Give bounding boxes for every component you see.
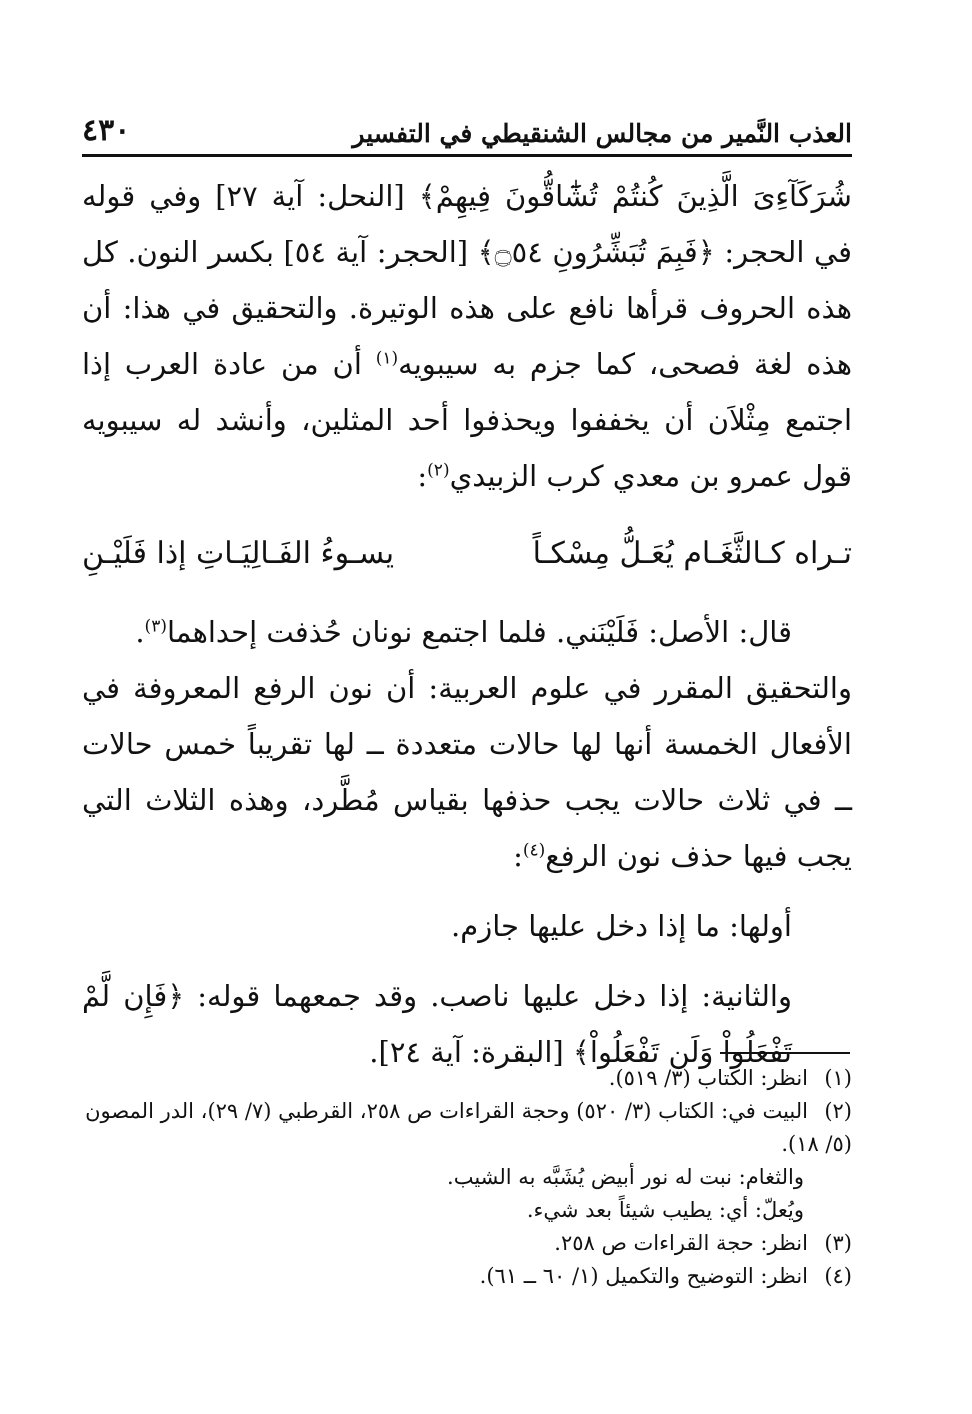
paragraph-1-text-cont: أن من عادة العرب إذا اجتمع مِثْلاَن أن يخففوا ويحذفوا أحد المثلين، وأنشد له سيبويه قول عمرو بن معدي كرب الزبيدي bbox=[82, 347, 852, 493]
spacer bbox=[82, 954, 852, 968]
footnote-text: البيت في: الكتاب (٣/ ٥٢٠) وحجة القراءات ص ٢٥٨، القرطبي (٧/ ٢٩)، الدر المصون (٥/ ١٨). bbox=[85, 1099, 852, 1156]
paragraph-2 bbox=[82, 604, 852, 660]
page-number: ٤٣٠ bbox=[82, 113, 131, 148]
spacer bbox=[82, 884, 852, 898]
paragraph-3 bbox=[82, 660, 852, 884]
footnote-ref-3[interactable]: (٣) bbox=[144, 616, 167, 637]
footnote-2-gloss-1: والثغام: نبت له نور أبيض يُشَبَّه به الشيب. bbox=[447, 1165, 804, 1189]
main-text bbox=[82, 168, 852, 1080]
paragraph-3-text: والتحقيق المقرر في علوم العربية: أن نون الرفع المعروفة في الأفعال الخمسة أنها لها حالات متعددة ــ لها تقريباً خمس حالات ــ في ثلاث حالات يجب حذفها بقياس مُطَّرد، وهذه الثلاث التي يجب فيها حذف نون الرفع bbox=[82, 671, 852, 873]
paragraph-1 bbox=[82, 168, 852, 504]
footnote-ref-2[interactable]: (٢) bbox=[427, 460, 450, 481]
page-header bbox=[82, 100, 852, 157]
footnote-number: (٤) bbox=[824, 1264, 852, 1288]
footnote-ref-4[interactable]: (٤) bbox=[522, 840, 546, 861]
paragraph-2-end: . bbox=[135, 615, 145, 649]
footnote-1 bbox=[82, 1062, 852, 1095]
paragraph-5: والثانية: إذا دخل عليها ناصب. وقد جمعهما قوله: ﴿فَإِن لَّمْ تَفْعَلُواْ وَلَن تَفْعَلُواْ﴾ [البقرة: آية ٢٤]. bbox=[82, 979, 792, 1069]
footnote-ref-1[interactable]: (١) bbox=[375, 348, 399, 369]
footnote-number: (٣) bbox=[824, 1231, 852, 1255]
footnote-separator bbox=[720, 1052, 850, 1054]
footnote-2 bbox=[82, 1095, 852, 1161]
footnote-number: (٢) bbox=[824, 1099, 852, 1123]
footnote-3 bbox=[82, 1227, 852, 1260]
footnote-text: انظر: الكتاب (٣/ ٥١٩). bbox=[608, 1066, 808, 1090]
footnote-4 bbox=[82, 1260, 852, 1293]
footnotes bbox=[82, 1062, 852, 1293]
running-title: العذب النَّمير من مجالس الشنقيطي في التفسير bbox=[352, 119, 852, 148]
paragraph-2-text: قال: الأصل: فَلَيْنَني. فلما اجتمع نونان حُذفت إحداهما bbox=[166, 615, 792, 649]
paragraph-4: أولها: ما إذا دخل عليها جازم. bbox=[451, 909, 792, 943]
footnote-text: انظر: التوضيح والتكميل (١/ ٦٠ ــ ٦١). bbox=[479, 1264, 808, 1288]
footnote-number: (١) bbox=[824, 1066, 852, 1090]
verse-second-hemistich: يسـوءُ الفَـالِيَـاتِ إذا فَلَيْـنِ bbox=[82, 536, 395, 571]
footnote-2-gloss-2: ويُعلّ: أي: يطيب شيئاً بعد شيء. bbox=[526, 1198, 804, 1222]
paragraph-3-end: : bbox=[513, 839, 523, 873]
paragraph-1-end: : bbox=[417, 459, 428, 493]
paragraph-1-text: شُرَكَآءِىَ الَّذِينَ كُنتُمْ تُشَٰٓاقُّونَ فِيهِمْ﴾ [النحل: آية ٢٧] وفي قوله في الحجر: ﴿فَبِمَ تُبَشِّرُونِ ۝٥٤﴾ [الحجر: آية ٥٤] بكسر النون. كل هذه الحروف قرأها نافع على هذه الوتيرة. والتحقيق في هذا: أن هذه لغة فصحى، كما جزم به سيبويه bbox=[82, 179, 853, 381]
verse-first-hemistich: تـراه كـالثَّغَـام يُعَـلُّ مِسْكـاً bbox=[532, 536, 852, 571]
footnote-text: انظر: حجة القراءات ص ٢٥٨. bbox=[554, 1231, 808, 1255]
poetry-verse bbox=[82, 526, 852, 582]
